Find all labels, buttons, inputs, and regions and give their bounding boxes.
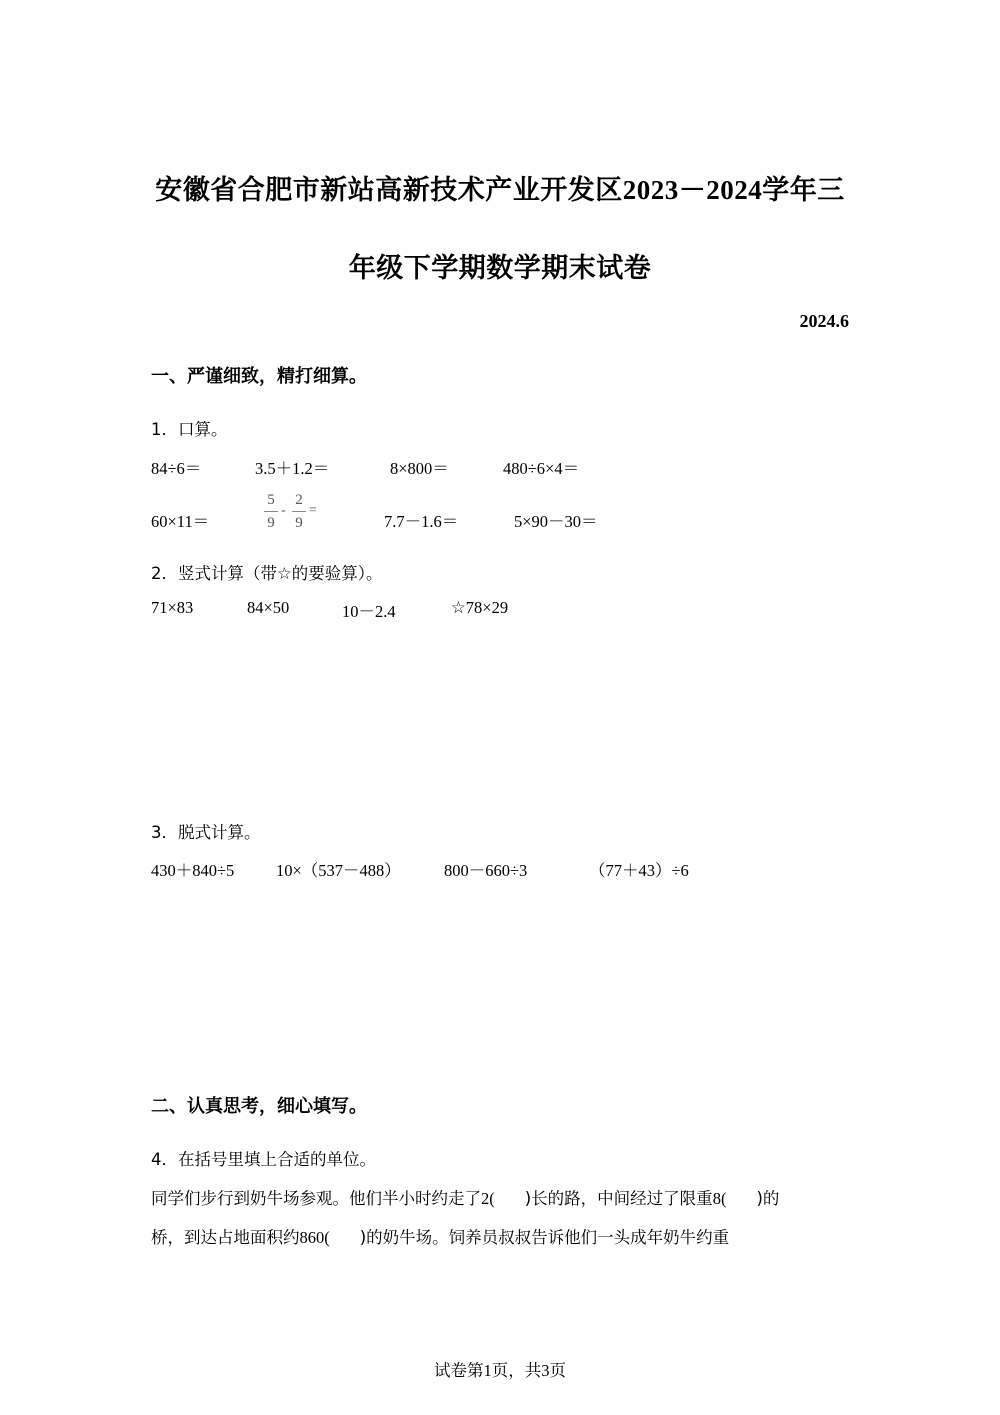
stepwise-item-1: 430＋840÷5: [151, 861, 235, 880]
page-footer: [0, 1357, 1000, 1381]
footer-text-c: 页，共: [491, 1361, 542, 1380]
question-3-label: 3．脱式计算。: [151, 823, 261, 842]
q4-text-2: )长的路，中间经过了限重: [524, 1189, 713, 1208]
question-1-label: 1．口算。: [151, 420, 228, 439]
fraction-operator: -: [281, 503, 286, 518]
question-4-line-1: [151, 1185, 779, 1209]
fraction-b-numerator: 2: [295, 492, 303, 508]
fraction-a: [264, 491, 278, 532]
title-text-c: 学年三: [762, 175, 845, 206]
oral-item-2: 3.5＋1.2＝: [255, 459, 330, 478]
oral-item-3: 8×800＝: [390, 459, 449, 478]
section-2-heading: 二、认真思考，细心填写。: [151, 1096, 367, 1117]
fraction-b-bar: [292, 511, 306, 512]
q4-blank-2-open: 8(: [712, 1189, 727, 1208]
stepwise-item-4: （77＋43）÷6: [589, 861, 689, 880]
vertical-item-2: 84×50: [247, 598, 290, 617]
title-text-a: 安徽省合肥市新站高新技术产业开发区: [155, 175, 623, 206]
footer-text-a: 试卷第: [434, 1361, 484, 1380]
q4-text-4: 桥，到达占地面积约: [151, 1228, 300, 1247]
oral-item-4: 480÷6×4＝: [503, 459, 580, 478]
fraction-a-denominator: 9: [267, 515, 275, 531]
fraction-a-bar: [264, 511, 278, 512]
footer-text-e: 页: [549, 1361, 566, 1380]
section-1-heading: 一、严谨细致，精打细算。: [151, 366, 367, 387]
fraction-a-numerator: 5: [267, 492, 275, 508]
exam-date: 2024.6: [799, 311, 849, 331]
question-2-label: 2．竖式计算（带☆的要验算）。: [151, 564, 383, 583]
fraction-b: [292, 491, 306, 532]
vertical-item-3: 10－2.4: [342, 602, 396, 621]
question-4-label: 4．在括号里填上合适的单位。: [151, 1150, 376, 1169]
vertical-item-1: 71×83: [151, 598, 194, 617]
oral-item-5: 60×11＝: [151, 512, 210, 531]
title-line-2: 年级下学期数学期末试卷: [348, 253, 652, 284]
oral-item-7: 7.7－1.6＝: [384, 512, 459, 531]
q4-blank-1-open: 2(: [481, 1189, 495, 1208]
title-years: 2023－2024: [622, 175, 763, 205]
footer-page-total: 3: [541, 1361, 550, 1380]
stepwise-item-3: 800－660÷3: [444, 861, 528, 880]
q4-blank-3-open: 860(: [299, 1228, 330, 1247]
oral-item-1: 84÷6＝: [151, 459, 202, 478]
title-line-1: [0, 168, 1000, 207]
footer-page-number: 1: [483, 1361, 492, 1380]
oral-item-8: 5×90－30＝: [514, 512, 598, 531]
question-4-line-2: [151, 1224, 729, 1248]
fraction-b-denominator: 9: [295, 515, 303, 531]
vertical-item-4: ☆78×29: [451, 598, 509, 617]
stepwise-item-2: 10×（537－488）: [276, 861, 401, 880]
fraction-equals: =: [309, 503, 317, 518]
q4-text-5: )的奶牛场。饲养员叔叔告诉他们一头成年奶牛约重: [359, 1228, 730, 1247]
q4-text-1: 同学们步行到奶牛场参观。他们半小时约走了: [151, 1189, 481, 1208]
q4-text-3: )的: [756, 1189, 780, 1208]
